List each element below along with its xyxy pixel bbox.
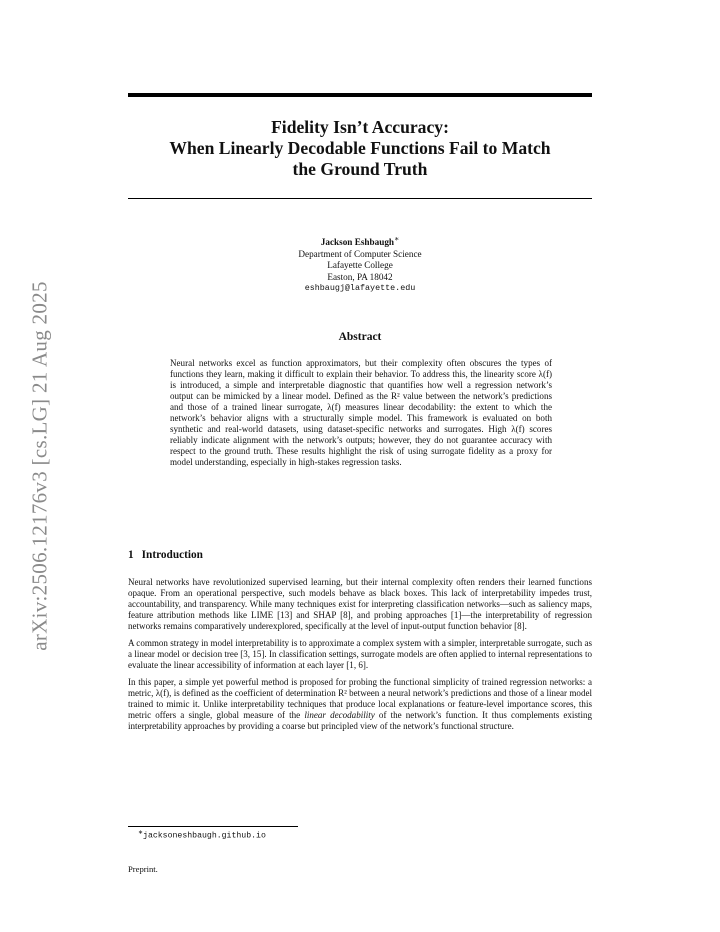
author-college: Lafayette College bbox=[327, 260, 393, 271]
intro-paragraph-3-emphasis: linear decodability bbox=[304, 710, 375, 720]
title-bottom-rule bbox=[128, 198, 592, 199]
intro-paragraph-1: Neural networks have revolutionized supervised learning, but their internal complexity often renders their learned functions opaque. From an operational perspective, such models behave as black boxes. This lack of interpretability impedes trust, accountability, and transparency. While many techniques exist for interpreting classification networks—such as saliency maps, feature attribution methods like LIME [13] and SHAP [8], and probing approaches [1]—the interpretability of regression networks remains comparatively underexplored, specifically at the level of input-output function behavior [8]. bbox=[128, 577, 592, 631]
intro-paragraph-2: A common strategy in model interpretability is to approximate a complex system with a simpler, interpretable surrogate, such as a linear model or decision tree [3, 15]. In classification settings, surrogate models are often applied to internal representations to evaluate the linear accessibility of information at each layer [1, 6]. bbox=[128, 638, 592, 670]
footnote bbox=[138, 829, 266, 841]
author-department: Department of Computer Science bbox=[298, 248, 422, 259]
author-email[interactable]: eshbaugj@lafayette.edu bbox=[304, 283, 416, 294]
title-line-1: Fidelity Isn’t Accuracy: bbox=[271, 117, 449, 137]
section-title: Introduction bbox=[141, 549, 203, 561]
section-number: 1 bbox=[128, 549, 134, 561]
abstract-heading: Abstract bbox=[338, 331, 382, 343]
intro-paragraph-3-part-b: of the network’s function. It thus complements existing interpretability approaches by providing a coarse but principled view of the network’s functional structure. bbox=[128, 710, 593, 731]
author-name: Jackson Eshbaugh bbox=[320, 237, 395, 248]
section-heading bbox=[128, 549, 203, 561]
paper-title bbox=[128, 117, 592, 180]
introduction-body bbox=[128, 577, 592, 738]
author-block bbox=[128, 233, 592, 295]
footnote-mark: ∗ bbox=[138, 830, 144, 836]
title-top-rule bbox=[128, 93, 592, 97]
title-line-3: the Ground Truth bbox=[292, 159, 428, 179]
footnote-link[interactable]: jacksoneshbaugh.github.io bbox=[143, 831, 266, 841]
preprint-label: Preprint. bbox=[128, 864, 158, 874]
footnote-rule bbox=[128, 826, 298, 827]
arxiv-identifier: arXiv:2506.12176v3 [cs.LG] 21 Aug 2025 bbox=[27, 281, 52, 651]
author-footnote-mark: ∗ bbox=[394, 234, 400, 243]
title-line-2: When Linearly Decodable Functions Fail to Match bbox=[169, 138, 551, 158]
author-location: Easton, PA 18042 bbox=[327, 271, 393, 282]
abstract-text: Neural networks excel as function approximators, but their complexity often obscures the types of functions they learn, making it difficult to explain their behavior. To address this, the linearity score λ(f) is introduced, a simple and interpretable diagnostic that quantifies how well a regression network’s output can be mimicked by a linear model. Defined as the R² value between the network’s predictions and those of a trained linear surrogate, λ(f) measures linear decodability: the extent to which the network’s behavior aligns with a structurally simple model. This framework is evaluated on both synthetic and real-world datasets, using dataset-specific networks and surrogates. High λ(f) scores reliably indicate alignment with the network’s outputs; however, they do not guarantee accuracy with respect to the ground truth. These results highlight the risk of using surrogate fidelity as a proxy for model understanding, especially in high-stakes regression tasks. bbox=[170, 358, 552, 467]
intro-paragraph-3-part-a: In this paper, a simple yet powerful method is proposed for probing the functional simplicity of trained regression networks: a metric, λ(f), is defined as the coefficient of determination R² between a neural network’s predictions and those of a linear model trained to mimic it. Unlike interpretability techniques that produce local explanations or feature-level importance scores, this metric offers a single, global measure of the bbox=[128, 677, 592, 720]
intro-paragraph-3 bbox=[128, 677, 592, 732]
